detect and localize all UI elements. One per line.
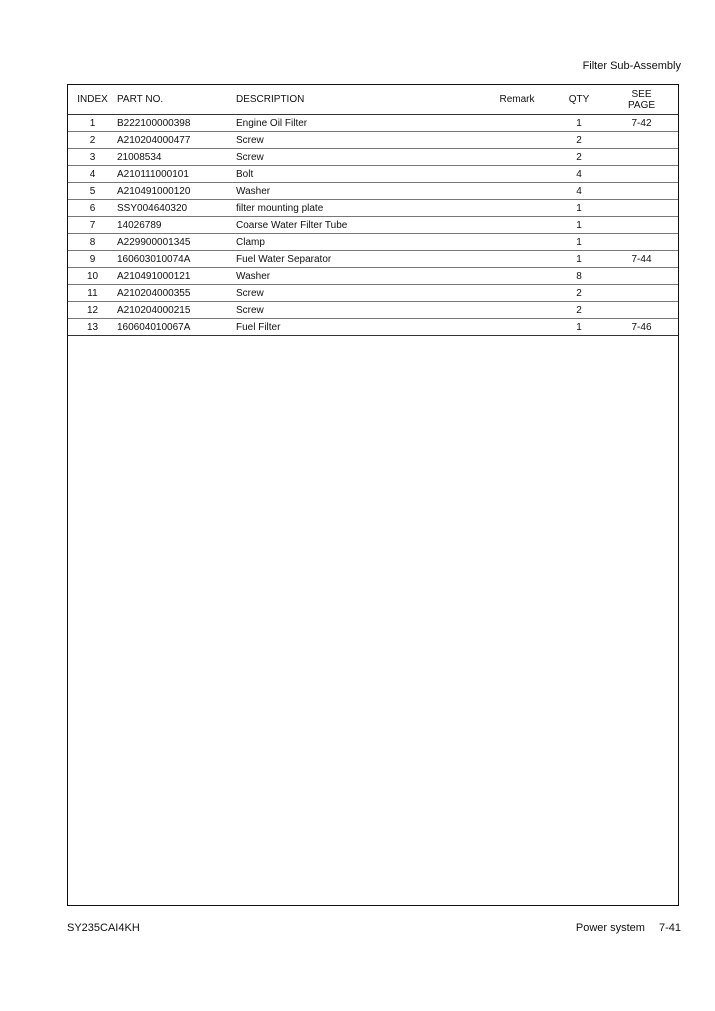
cell-index: 3 [68, 149, 117, 166]
cell-part-no: 160604010067A [117, 319, 236, 336]
cell-description: Fuel Water Separator [236, 251, 481, 268]
table-row [68, 285, 678, 302]
cell-description: filter mounting plate [236, 200, 481, 217]
cell-see-page [605, 234, 678, 251]
cell-qty: 1 [553, 251, 605, 268]
cell-remark [481, 149, 553, 166]
cell-see-page [605, 149, 678, 166]
cell-remark [481, 234, 553, 251]
cell-qty: 2 [553, 302, 605, 319]
table-row [68, 217, 678, 234]
parts-table-body [68, 115, 678, 336]
table-row [68, 132, 678, 149]
table-row [68, 302, 678, 319]
parts-list-frame [67, 84, 679, 906]
cell-remark [481, 115, 553, 132]
cell-index: 4 [68, 166, 117, 183]
table-row [68, 166, 678, 183]
cell-index: 1 [68, 115, 117, 132]
cell-remark [481, 166, 553, 183]
cell-description: Screw [236, 132, 481, 149]
cell-index: 6 [68, 200, 117, 217]
cell-see-page [605, 268, 678, 285]
cell-index: 11 [68, 285, 117, 302]
cell-description: Washer [236, 268, 481, 285]
cell-part-no: A210204000215 [117, 302, 236, 319]
cell-remark [481, 200, 553, 217]
page-header-title: Filter Sub-Assembly [582, 60, 681, 72]
table-row [68, 268, 678, 285]
table-row [68, 149, 678, 166]
see-page-line2: PAGE [627, 99, 656, 111]
cell-description: Screw [236, 149, 481, 166]
cell-description: Bolt [236, 166, 481, 183]
cell-index: 8 [68, 234, 117, 251]
cell-qty: 8 [553, 268, 605, 285]
table-row [68, 319, 678, 336]
cell-see-page: 7-42 [605, 115, 678, 132]
table-row [68, 200, 678, 217]
cell-description: Washer [236, 183, 481, 200]
cell-see-page [605, 166, 678, 183]
table-row [68, 115, 678, 132]
cell-part-no: A210204000355 [117, 285, 236, 302]
cell-description: Engine Oil Filter [236, 115, 481, 132]
cell-qty: 1 [553, 234, 605, 251]
cell-qty: 1 [553, 319, 605, 336]
cell-see-page [605, 285, 678, 302]
footer-page-number: 7-41 [658, 922, 681, 934]
cell-qty: 1 [553, 200, 605, 217]
cell-remark [481, 319, 553, 336]
cell-part-no: B222100000398 [117, 115, 236, 132]
cell-index: 7 [68, 217, 117, 234]
column-header-see-page [605, 85, 678, 115]
cell-qty: 2 [553, 285, 605, 302]
cell-see-page [605, 183, 678, 200]
table-row [68, 183, 678, 200]
column-header-remark: Remark [481, 85, 553, 115]
cell-qty: 2 [553, 132, 605, 149]
cell-description: Clamp [236, 234, 481, 251]
cell-index: 9 [68, 251, 117, 268]
cell-part-no: 21008534 [117, 149, 236, 166]
footer-right [576, 922, 681, 934]
column-header-description: DESCRIPTION [236, 85, 481, 115]
cell-description: Screw [236, 302, 481, 319]
cell-see-page: 7-44 [605, 251, 678, 268]
cell-remark [481, 251, 553, 268]
table-header-row [68, 85, 678, 115]
cell-part-no: A210204000477 [117, 132, 236, 149]
cell-description: Screw [236, 285, 481, 302]
column-header-index: INDEX [68, 85, 117, 115]
parts-table [68, 85, 678, 336]
table-row [68, 251, 678, 268]
cell-description: Fuel Filter [236, 319, 481, 336]
cell-remark [481, 132, 553, 149]
cell-index: 5 [68, 183, 117, 200]
see-page-line1: SEE [631, 88, 652, 100]
footer-section: Power system [575, 922, 645, 934]
column-header-part-no: PART NO. [117, 85, 236, 115]
cell-index: 12 [68, 302, 117, 319]
cell-see-page: 7-46 [605, 319, 678, 336]
cell-qty: 2 [553, 149, 605, 166]
cell-part-no: 160603010074A [117, 251, 236, 268]
cell-remark [481, 268, 553, 285]
cell-part-no: A229900001345 [117, 234, 236, 251]
cell-part-no: A210111000101 [117, 166, 236, 183]
footer-model: SY235CAI4KH [67, 922, 140, 934]
cell-qty: 4 [553, 166, 605, 183]
cell-part-no: 14026789 [117, 217, 236, 234]
cell-qty: 1 [553, 217, 605, 234]
cell-remark [481, 183, 553, 200]
cell-part-no: SSY004640320 [117, 200, 236, 217]
cell-index: 10 [68, 268, 117, 285]
cell-remark [481, 217, 553, 234]
cell-see-page [605, 132, 678, 149]
cell-qty: 1 [553, 115, 605, 132]
cell-part-no: A210491000120 [117, 183, 236, 200]
cell-see-page [605, 302, 678, 319]
cell-description: Coarse Water Filter Tube [236, 217, 481, 234]
column-header-qty: QTY [553, 85, 605, 115]
cell-qty: 4 [553, 183, 605, 200]
cell-index: 2 [68, 132, 117, 149]
table-row [68, 234, 678, 251]
cell-see-page [605, 200, 678, 217]
cell-remark [481, 285, 553, 302]
cell-part-no: A210491000121 [117, 268, 236, 285]
cell-see-page [605, 217, 678, 234]
cell-remark [481, 302, 553, 319]
cell-index: 13 [68, 319, 117, 336]
